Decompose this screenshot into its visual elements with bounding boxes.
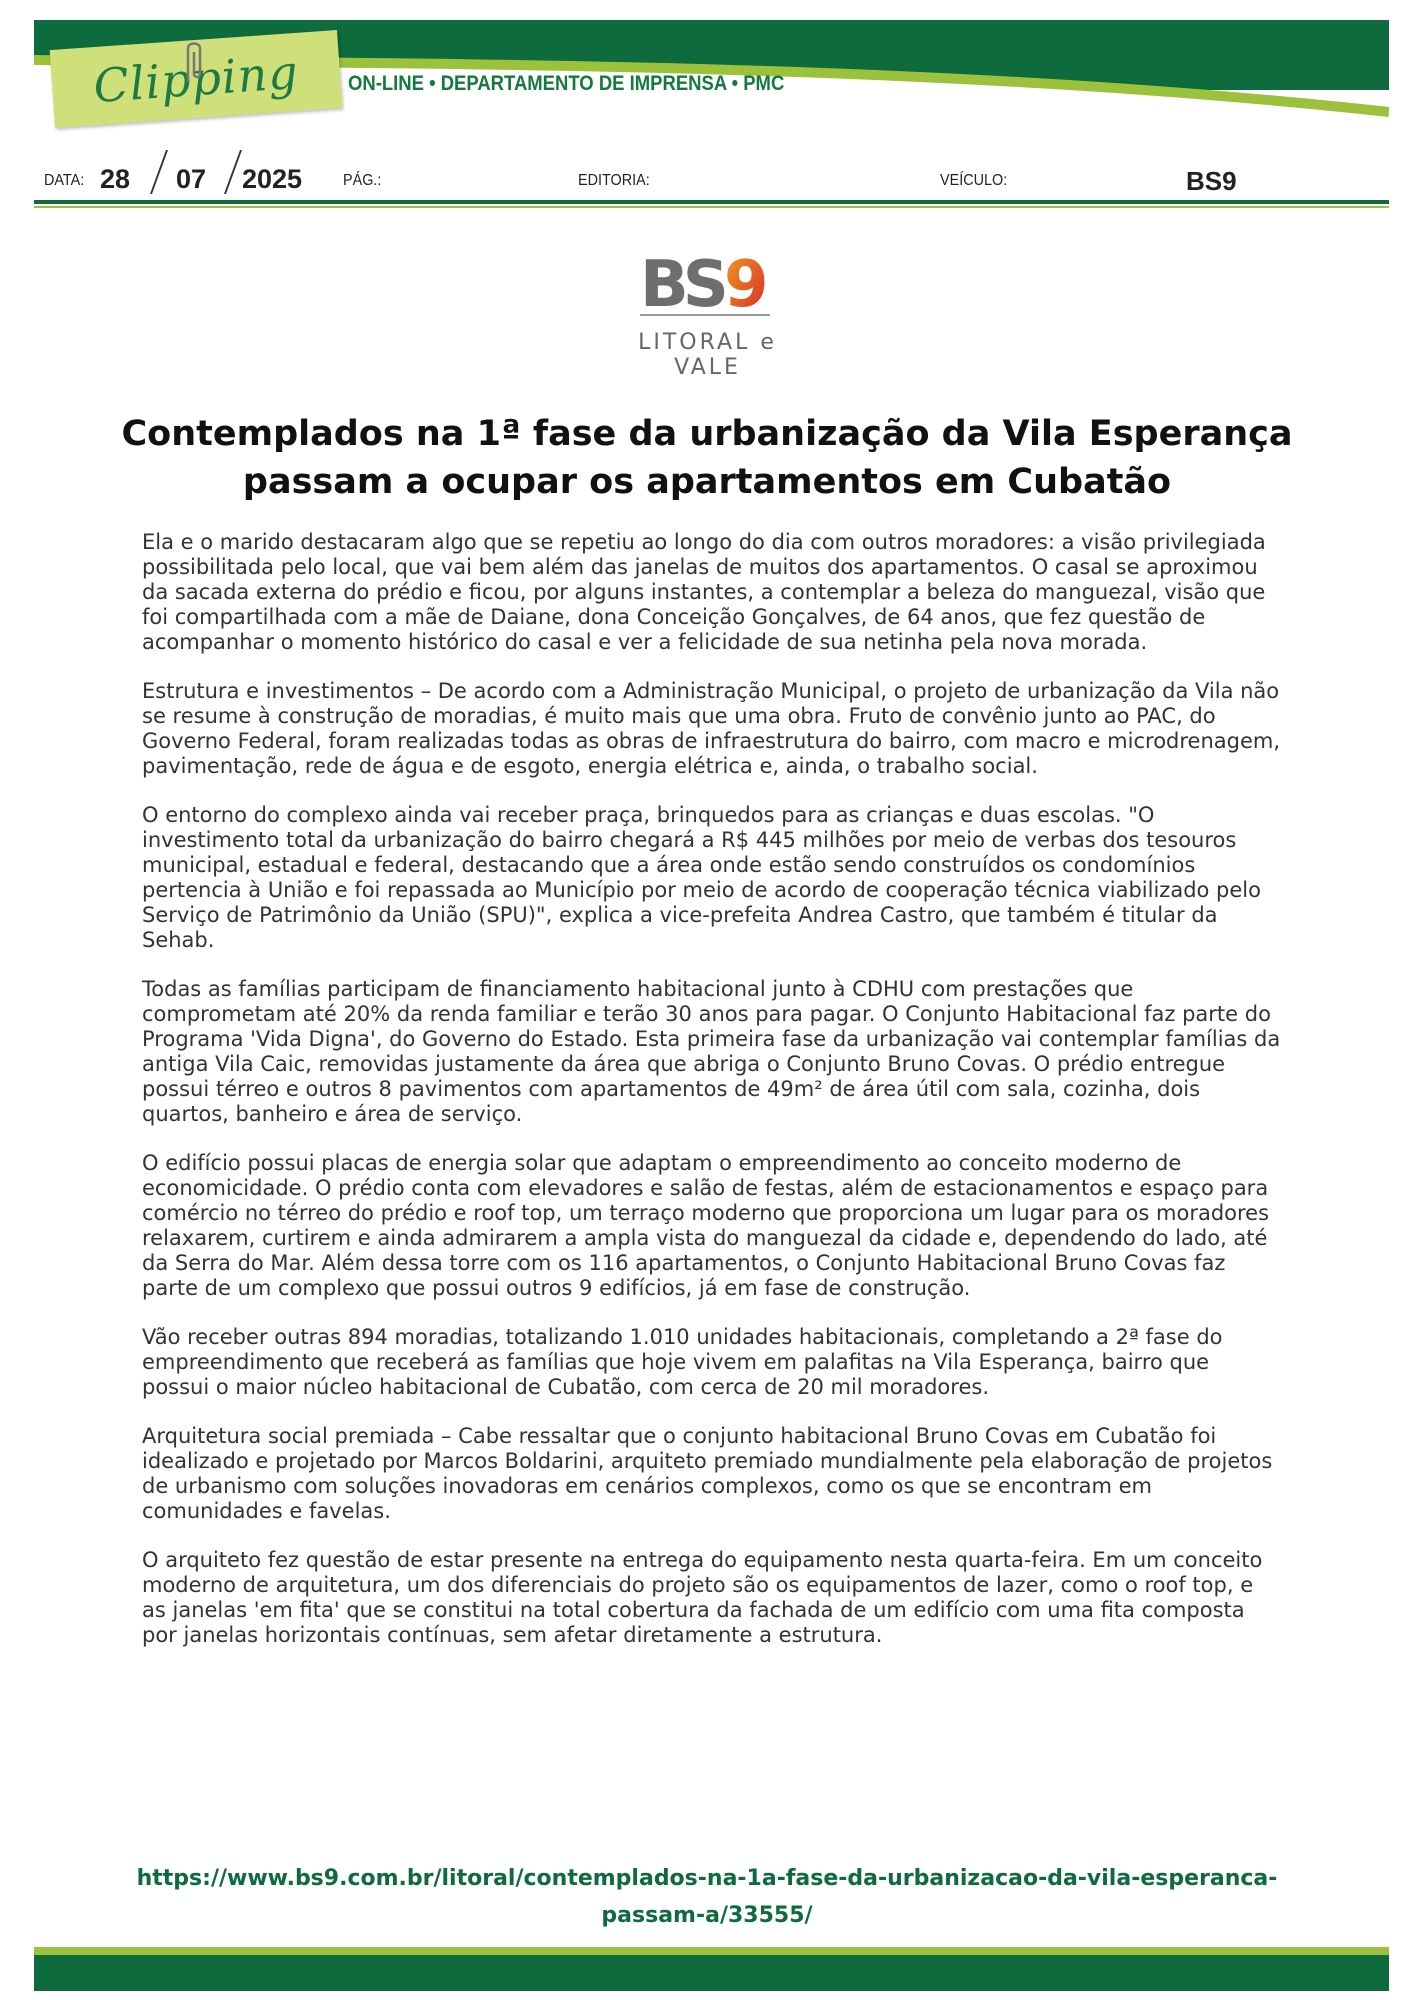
clipping-title: Clipping (91, 44, 301, 114)
article-headline: Contemplados na 1ª fase da urbanização da Vila Esperança passam a ocupar os apartamentos em Cubatão (121, 414, 1293, 502)
page-label-group (343, 172, 386, 190)
article-body (142, 530, 1282, 1672)
veiculo-label-group (940, 172, 1015, 190)
veiculo-label: VEÍCULO: (940, 172, 1008, 189)
date-separator (224, 150, 242, 194)
article-paragraph: Todas as famílias participam de financiamento habitacional junto à CDHU com prestações que comprometam até 20% da renda familiar e terão 30 anos para pagar. O Conjunto Habitacional faz parte do Programa 'Vida Digna', do Governo do Estado. Esta primeira fase da urbanização vai contemplar famílias da antiga Vila Caic, removidas justamente da área que abriga o Conjunto Bruno Covas. O prédio entregue possui térreo e outros 8 pavimentos com apartamentos de 49m² de área útil com sala, cozinha, dois quartos, banheiro e área de serviço. (142, 977, 1281, 1126)
page-label: PÁG.: (343, 172, 382, 189)
source-url-line1[interactable]: https://www.bs9.com.br/litoral/contemplados-na-1a-fase-da-urbanizacao-da-vila-esperanca- (136, 1866, 1278, 1891)
paperclip-icon (180, 38, 208, 86)
department-title: ON-LINE • DEPARTAMENTO DE IMPRENSA • PMC (348, 72, 785, 95)
source-url-line2[interactable]: passam-a/33555/ (601, 1903, 813, 1928)
date-month (176, 164, 206, 195)
date-label-group (44, 172, 89, 190)
editoria-label: EDITORIA: (578, 172, 650, 189)
article-paragraph: O arquiteto fez questão de estar presente na entrega do equipamento nesta quarta-feira. Em um conceito moderno de arquitetura, um dos diferenciais do projeto são os equipamentos de lazer, como o roof top, e as janelas 'em fita' que se constitui na total cobertura da fachada de um edifício com uma fita composta por janelas horizontais contínuas, sem afetar diretamente a estrutura. (142, 1548, 1263, 1647)
date-day (100, 164, 130, 195)
veiculo-value: BS9 (1186, 166, 1237, 196)
logo-subtitle: LITORAL e VALE (638, 330, 777, 380)
source-url[interactable] (110, 1860, 1304, 1934)
date-label: DATA: (44, 172, 85, 189)
veiculo-value-group (1186, 166, 1237, 197)
date-day-value: 28 (100, 164, 131, 194)
logo-nine-text: 9 (724, 248, 769, 314)
date-month-value: 07 (176, 164, 207, 194)
editoria-label-group (578, 172, 658, 190)
article-paragraph: Arquitetura social premiada – Cabe ressaltar que o conjunto habitacional Bruno Covas em Cubatão foi idealizado e projetado por Marcos Boldarini, arquiteto premiado mundialmente pela elaboração de projetos de urbanismo com soluções inovadoras em cenários complexos, como os que se encontram em comunidades e favelas. (142, 1424, 1273, 1523)
date-year (242, 164, 302, 195)
date-year-value: 2025 (242, 164, 303, 194)
article-paragraph: Ela e o marido destacaram algo que se repetiu ao longo do dia com outros moradores: a visão privilegiada possibilitada pelo local, que vai bem além das janelas de muitos dos apartamentos. O casal se aproximou da sacada externa do prédio e ficou, por alguns instantes, a contemplar a beleza do manguezal, visão que foi compartilhada com a mãe de Daiane, dona Conceição Gonçalves, de 64 anos, que fez questão de acompanhar o momento histórico do casal e ver a felicidade de sua netinha pela nova morada. (142, 530, 1266, 654)
date-separator (150, 150, 168, 194)
footer-bar (34, 1955, 1389, 1991)
logo-bs-text: BS (640, 248, 723, 314)
article-paragraph: O edifício possui placas de energia solar que adaptam o empreendimento ao conceito moderno de economicidade. O prédio conta com elevadores e salão de festas, além de estacionamentos e espaço para comércio no térreo do prédio e roof top, um terraço moderno que proporciona um lugar para os moradores relaxarem, curtirem e ainda admirarem a ampla vista do manguezal da cidade e, dependendo do lado, até da Serra do Mar. Além dessa torre com os 116 apartamentos, o Conjunto Habitacional Bruno Covas faz parte de um complexo que possui outros 9 edifícios, já em fase de construção. (142, 1151, 1270, 1300)
article-paragraph: Vão receber outras 894 moradias, totalizando 1.010 unidades habitacionais, completando a 2ª fase do empreendimento que receberá as famílias que hoje vivem em palafitas na Vila Esperança, bairro que possui o maior núcleo habitacional de Cubatão, com cerca de 20 mil moradores. (142, 1325, 1223, 1399)
meta-divider (34, 200, 1389, 204)
article-paragraph: Estrutura e investimentos – De acordo com a Administração Municipal, o projeto de urbanização da Vila não se resume à construção de moradias, é muito mais que uma obra. Fruto de convênio junto ao PAC, do Governo Federal, foram realizadas todas as obras de infraestrutura do bairro, com macro e microdrenagem, pavimentação, rede de água e de esgoto, energia elétrica e, ainda, o trabalho social. (142, 679, 1281, 778)
article-paragraph: O entorno do complexo ainda vai receber praça, brinquedos para as crianças e duas escolas. "O investimento total da urbanização do bairro chegará a R$ 445 milhões por meio de verbas dos tesouros municipal, estadual e federal, destacando que a área onde estão sendo construídos os condomínios pertencia à União e foi repassada ao Município por meio de acordo de cooperação técnica viabilizado pelo Serviço de Patrimônio da União (SPU)", explica a vice-prefeita Andrea Castro, que também é titular da Sehab. (142, 803, 1261, 952)
footer-accent-bar (34, 1947, 1389, 1955)
logo-rule (640, 314, 770, 316)
bs9-logo (640, 248, 775, 314)
meta-divider-accent (34, 206, 1389, 208)
